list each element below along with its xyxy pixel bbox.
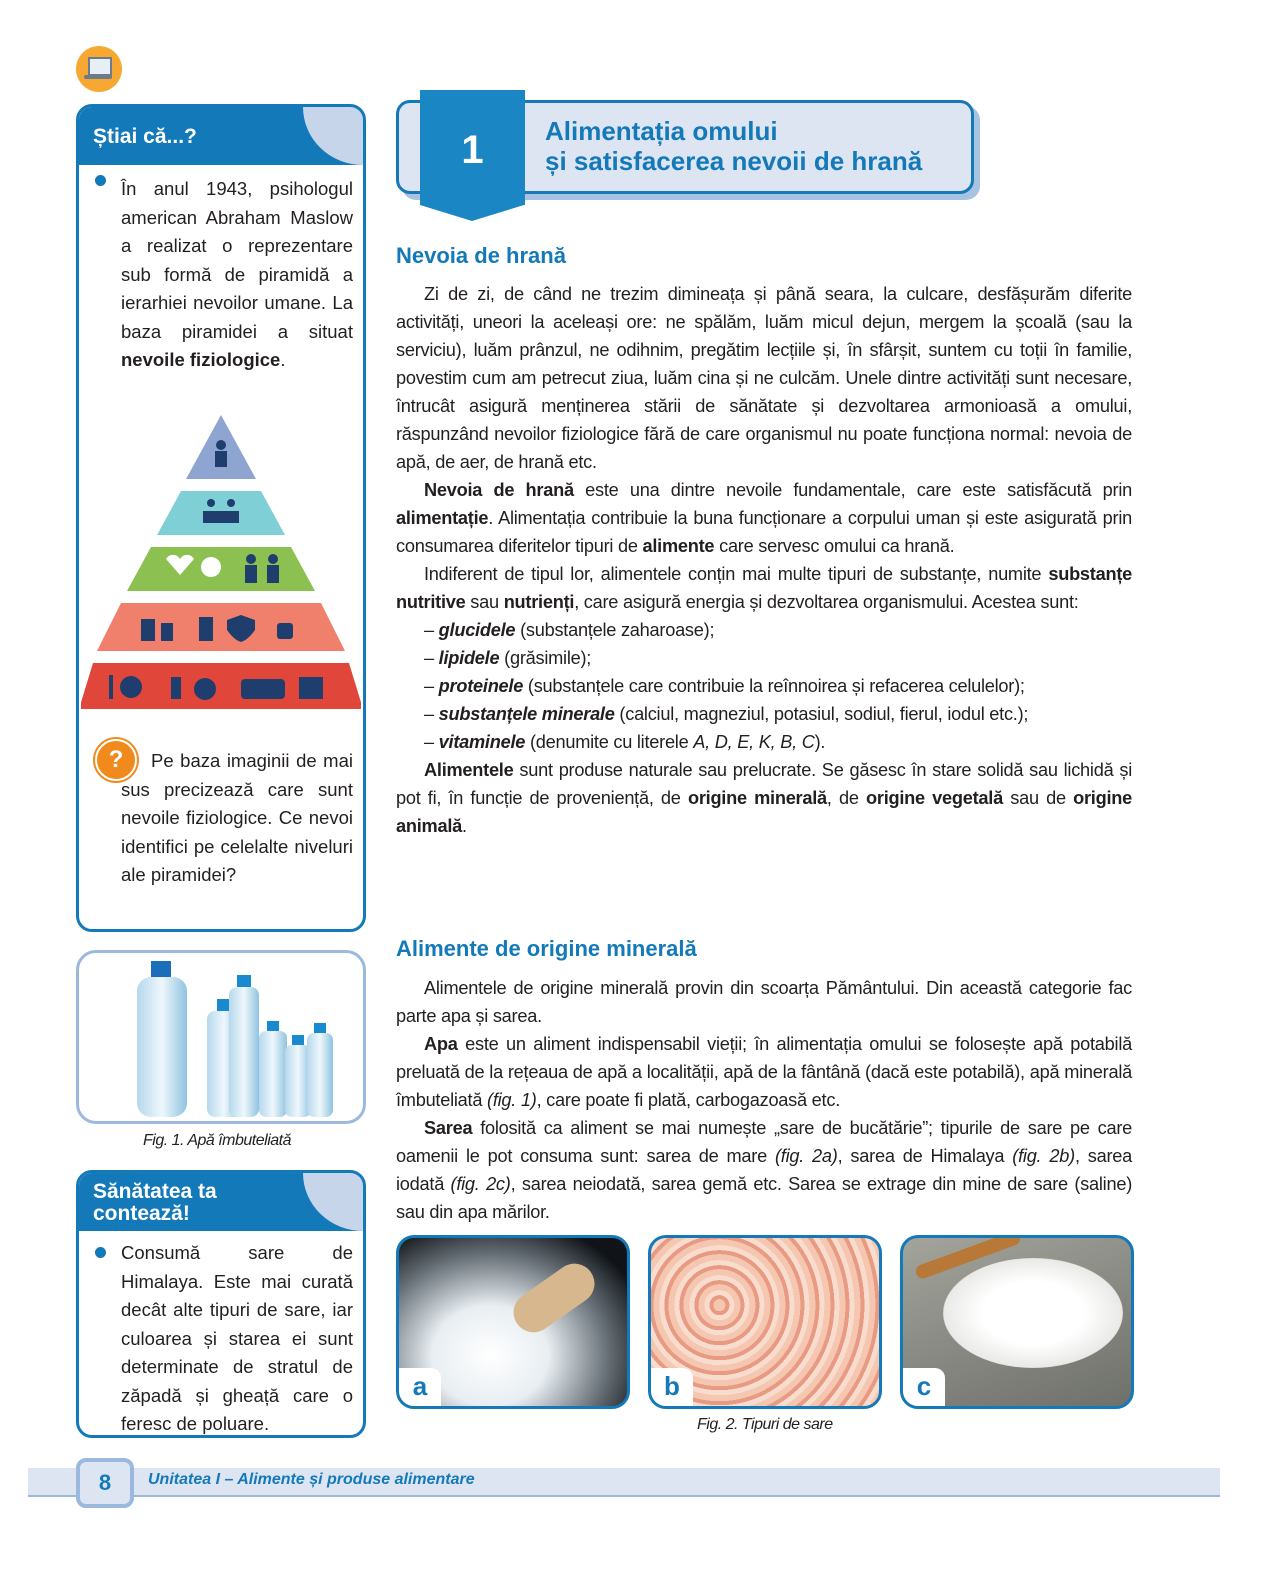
health-box-title-1: Sănătatea ta xyxy=(93,1180,217,1203)
paragraph xyxy=(396,1114,1132,1226)
bold-term: origine vegetală xyxy=(866,788,1003,808)
italic-text: (fig. 2a) xyxy=(774,1146,838,1166)
text-run: (calciul, magneziul, potasiul, sodiul, fierul, iodul etc.); xyxy=(614,704,1029,724)
laptop-icon xyxy=(76,46,122,92)
page-number: 8 xyxy=(76,1458,134,1508)
section-2-body xyxy=(396,974,1132,1226)
bold-term: alimentație xyxy=(396,508,489,528)
text-run: Alimentele de origine minerală provin din scoarța Pământului. Din această categorie fac parte apa și sarea. xyxy=(396,978,1132,1026)
fact-box-header xyxy=(79,107,363,165)
text-run: folosită ca aliment se mai numește „sare de bucătărie”; tipurile de sare pe care oamenii le pot consuma sunt: sarea de mare xyxy=(396,1118,1132,1166)
chapter-tab-tip xyxy=(420,205,524,221)
text-run: . xyxy=(280,349,286,370)
text-run: (denumite cu literele xyxy=(525,732,694,752)
health-box-header xyxy=(79,1173,363,1231)
text-run: – xyxy=(424,676,439,696)
photo-label-a: a xyxy=(399,1368,441,1406)
figure-2-caption: Fig. 2. Tipuri de sare xyxy=(697,1416,833,1433)
bold-term: Nevoia de hrană xyxy=(424,480,574,500)
question-icon: ? xyxy=(95,739,137,781)
bold-term: lipidele xyxy=(438,648,500,668)
paragraph xyxy=(396,974,1132,1030)
text-run: – xyxy=(424,704,439,724)
bold-term: origine animală xyxy=(396,788,1132,836)
chapter-title-line-2: și satisfacerea nevoii de hrană xyxy=(545,146,923,176)
text-run: . Alimentația contribuie la buna funcționare a corpului uman și este asigurată prin consumarea diferitelor tipuri de xyxy=(396,508,1132,556)
text-run: este un aliment indispensabil vieții; în alimentația omului se folosește apă potabilă preluată de la rețeaua de apă a localității, apă de la fântână (dacă este potabilă), apă minerală îmbuteliată xyxy=(396,1034,1132,1110)
bold-term: origine minerală xyxy=(687,788,827,808)
text-run: . xyxy=(461,816,467,836)
text-run: ). xyxy=(814,732,826,752)
text-run: , sarea iodată xyxy=(396,1146,1133,1194)
text-run: (grăsimile); xyxy=(499,648,592,668)
text-run: Zi de zi, de când ne trezim dimineața și până seara, la culcare, desfășurăm diferite activități, uneori la aceleași ore: ne spălăm, luăm micul dejun, mergem la școală (sau la serviciu), luăm prânzul, ne odihnim, pregătim lecțiile și, în sfârșit, suntem cu toții în familie, povestim cum am petrecut ziua, luăm cina și ne culcăm. Unele dintre activități sunt necesare, întrucât asigură menținerea stării de sănătate și dezvoltarea armonioasă a omului, răspunzând nevoilor fiziologice fără de care organismul nu poate funcționa normal: nevoia de apă, de aer, de hrană etc. xyxy=(396,284,1132,472)
health-box xyxy=(76,1170,366,1438)
bold-term: alimente xyxy=(642,536,715,556)
chapter-title xyxy=(545,116,922,176)
maslow-pyramid-image xyxy=(81,411,361,711)
text-run: , care asigură energia și dezvoltarea organismului. Acestea sunt: xyxy=(574,592,1079,612)
text-run: Indiferent de tipul lor, alimentele conțin mai multe tipuri de substanțe, numite xyxy=(424,564,1049,584)
italic-text: (fig. 1) xyxy=(487,1090,537,1110)
photo-label-c: c xyxy=(903,1368,945,1406)
text-run: este una dintre nevoile fundamentale, care este satisfăcută prin xyxy=(573,480,1132,500)
text-run: – xyxy=(424,648,439,668)
pyramid-level-3 xyxy=(127,547,315,591)
bold-term: Alimentele xyxy=(424,760,514,780)
section-heading-nevoia-de-hrana: Nevoia de hrană xyxy=(396,243,566,268)
text-run: care servesc omului ca hrană. xyxy=(714,536,955,556)
health-box-title-2: contează! xyxy=(93,1202,190,1225)
health-box-text: Consumă sare de Himalaya. Este mai curată decât alte tipuri de sare, iar culoarea și starea ei sunt determinate de stratul de zăpadă și gheață care o feresc de poluare. xyxy=(121,1242,353,1434)
fact-box-text xyxy=(121,175,353,375)
text-run: (substanțele zaharoase); xyxy=(515,620,715,640)
italic-text: (fig. 2c) xyxy=(450,1174,511,1194)
footer-unit-title: Unitatea I – Alimente și produse alimentare xyxy=(148,1471,475,1488)
text-run: , de xyxy=(826,788,867,808)
bold-term: nevoile fiziologice xyxy=(121,349,281,370)
list-item xyxy=(396,644,1132,672)
text-run: , care poate fi plată, carbogazoasă etc. xyxy=(536,1090,841,1110)
fact-box-title: Știai că...? xyxy=(93,125,197,148)
text-run: sunt produse naturale sau prelucrate. Se găsesc în stare solidă sau lichidă și pot fi, în funcție de proveniență, de xyxy=(396,760,1132,808)
bold-term: nutrienți xyxy=(503,592,575,612)
section-heading-origine-minerala: Alimente de origine minerală xyxy=(396,936,697,961)
himalayan-salt-photo xyxy=(648,1235,882,1409)
text-run: , sarea de Himalaya xyxy=(837,1146,1013,1166)
text-run: În anul 1943, psihologul american Abraham Maslow a realizat o reprezentare sub formă de piramidă a ierarhiei nevoilor umane. La baza piramidei a situat xyxy=(121,178,353,342)
text-run: (substanțele care contribuie la reînnoirea și refacerea celulelor); xyxy=(523,676,1025,696)
iodized-salt-photo xyxy=(900,1235,1134,1409)
question-text: Pe baza imaginii de mai sus precizează care sunt nevoile fiziologice. Ce nevoi identifici pe celelalte niveluri ale piramidei? xyxy=(121,750,353,885)
pyramid-level-2 xyxy=(97,603,345,651)
figure-1-caption: Fig. 1. Apă îmbuteliată xyxy=(143,1132,291,1149)
list-item xyxy=(396,728,1132,756)
list-item xyxy=(396,700,1132,728)
paragraph xyxy=(396,1030,1132,1114)
italic-text: A, D, E, K, B, C xyxy=(693,732,815,752)
fact-box xyxy=(76,104,366,932)
bold-term: substanțele minerale xyxy=(438,704,615,724)
chapter-number: 1 xyxy=(461,128,484,172)
bullet-icon xyxy=(95,175,106,186)
bold-term: Sarea xyxy=(424,1118,473,1138)
paragraph xyxy=(396,476,1132,560)
bold-term: substanțe nutritive xyxy=(396,564,1132,612)
paragraph xyxy=(396,280,1132,476)
bold-term: glucidele xyxy=(438,620,516,640)
photo-label-b: b xyxy=(651,1368,693,1406)
bottled-water-image xyxy=(76,950,366,1124)
text-run: – xyxy=(424,620,439,640)
italic-text: (fig. 2b) xyxy=(1012,1146,1075,1166)
chapter-title-line-1: Alimentația omului xyxy=(545,116,778,146)
list-item xyxy=(396,672,1132,700)
sea-salt-photo xyxy=(396,1235,630,1409)
paragraph xyxy=(396,560,1132,616)
section-1-body xyxy=(396,280,1132,840)
text-run: , sarea neiodată, sarea gemă etc. Sarea se extrage din mine de sare (saline) sau din apa mărilor. xyxy=(396,1174,1132,1222)
text-run: – xyxy=(424,732,439,752)
bold-term: proteinele xyxy=(438,676,524,696)
list-item xyxy=(396,616,1132,644)
paragraph xyxy=(396,756,1132,840)
text-run: sau xyxy=(465,592,504,612)
bullet-icon xyxy=(95,1247,106,1258)
bold-term: vitaminele xyxy=(438,732,526,752)
bold-term: Apa xyxy=(424,1034,458,1054)
text-run: sau de xyxy=(1002,788,1074,808)
